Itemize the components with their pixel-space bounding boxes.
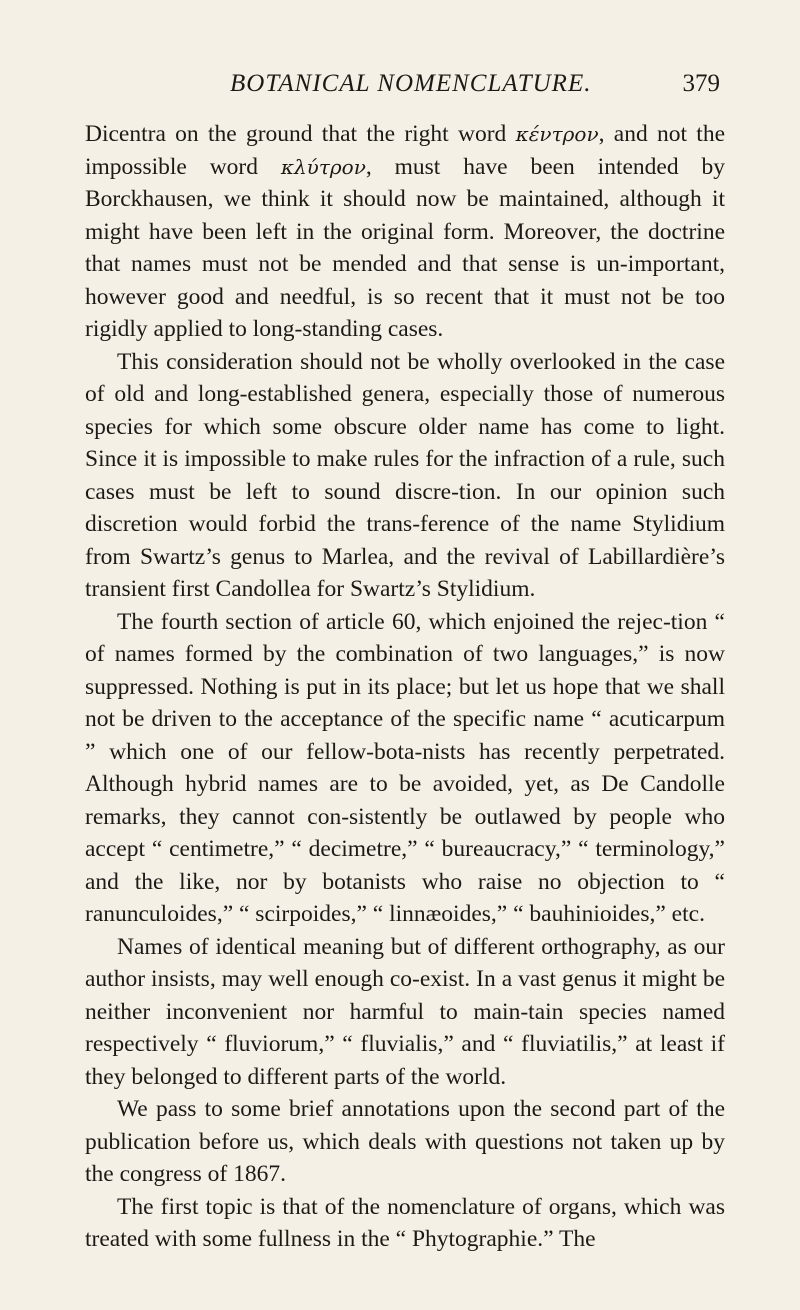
body-text (85, 118, 725, 1256)
greek-word-klytron: κλύτρον (280, 154, 366, 179)
page-number: 379 (682, 70, 720, 97)
paragraph-1 (85, 118, 725, 346)
paragraph-5: We pass to some brief annotations upon the second part of the publication before us, which deals with questions not taken up by the congress of 1867. (85, 1096, 725, 1187)
paragraph-1-part-b: , and not the impossible word (85, 121, 726, 180)
paragraph-3: The fourth section of article 60, which enjoined the rejec-tion “ of names formed by the combination of two languages,” is now suppressed. Nothing is put in its place; but let us hope that we shall not be driven to the acceptance of the specific name “ acuticarpum ” which one of our fellow-bota-nists has recently perpetrated. Although hybrid names are to be avoided, yet, as De Candolle remarks, they cannot con-sistently be outlawed by people who accept “ centimetre,” “ decimetre,” “ bureaucracy,” “ terminology,” and the like, nor by botanists who raise no objection to “ ranunculoides,” “ scirpoides,” “ linnæoides,” “ bauhinioides,” etc. (85, 608, 725, 927)
paragraph-6: The first topic is that of the nomenclature of organs, which was treated with some fullness in the “ Phytographie.” The (85, 1193, 725, 1252)
running-head (90, 70, 720, 110)
paragraph-2: This consideration should not be wholly overlooked in the case of old and long-established genera, especially those of numerous species for which some obscure older name has come to light. Since it is impossible to make rules for the infraction of a rule, such cases must be left to sound discre-tion. In our opinion such discretion would forbid the trans-ference of the name Stylidium from Swartz’s genus to Marlea, and the revival of Labillardière’s transient first Candollea for Swartz’s Stylidium. (85, 348, 725, 602)
running-title: BOTANICAL NOMENCLATURE. (230, 70, 592, 97)
paragraph-4: Names of identical meaning but of different orthography, as our author insists, may well enough co-exist. In a vast genus it might be neither inconvenient nor harmful to main-tain species named respectively “ fluviorum,” “ fluvialis,” and “ fluviatilis,” at least if they belonged to different parts of the world. (85, 933, 725, 1090)
paragraph-1-part-a: Dicentra on the ground that the right word (85, 121, 516, 147)
paragraph-1-part-c: , must have been intended by Borckhausen, we think it should now be maintained, although it might have been left in the original form. Moreover, the doctrine that names must not be mended and that sense is un-important, however good and needful, is so recent that it must not be too rigidly applied to long-standing cases. (85, 153, 725, 342)
greek-word-kentron: κέντρον (515, 122, 599, 146)
